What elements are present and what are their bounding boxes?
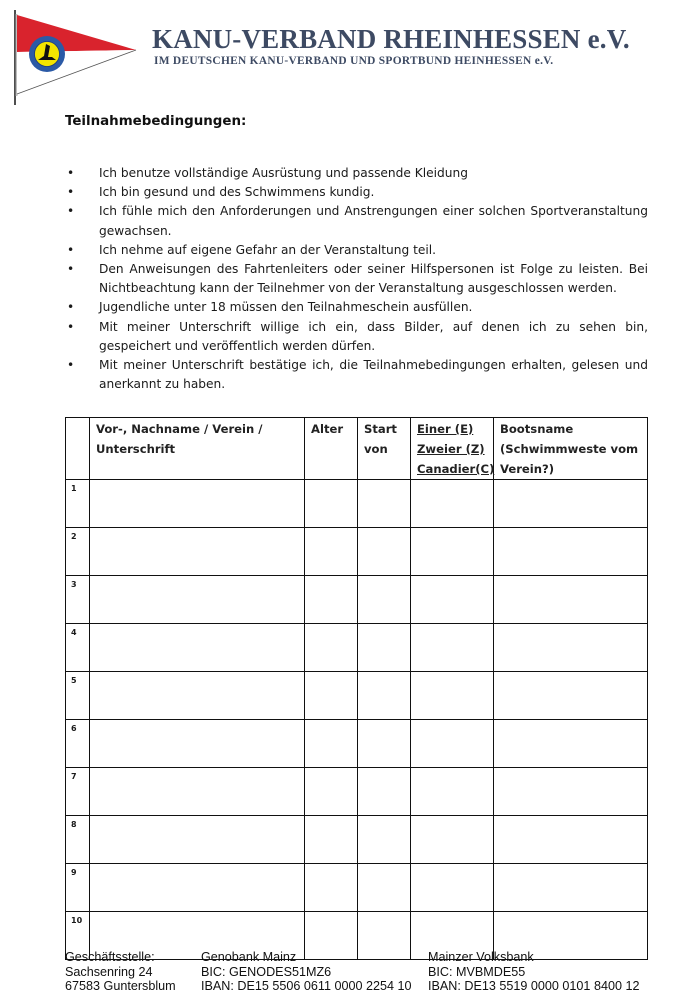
name-cell[interactable] <box>90 528 305 576</box>
condition-text: Ich nehme auf eigene Gefahr an der Veranstaltung teil. <box>99 242 436 257</box>
name-cell[interactable] <box>90 768 305 816</box>
header-age <box>305 418 358 480</box>
row-number: 9 <box>66 864 90 912</box>
name-cell[interactable] <box>90 816 305 864</box>
bank2-iban: IBAN: DE13 5519 0000 0101 8400 12 <box>428 979 640 993</box>
header-start <box>358 418 411 480</box>
footer-bank-1 <box>201 950 412 994</box>
condition-item <box>65 318 648 356</box>
header-boatname-line3: Verein?) <box>500 462 555 476</box>
row-number: 6 <box>66 720 90 768</box>
boat-type-cell[interactable] <box>411 816 494 864</box>
header-number <box>66 418 90 480</box>
condition-item <box>65 356 648 394</box>
header-boat-type-einer: Einer (E) <box>417 422 474 436</box>
table-row <box>66 624 648 672</box>
table-row <box>66 576 648 624</box>
bullet-icon: • <box>67 319 75 334</box>
condition-item <box>65 202 648 240</box>
organization-title: KANU-VERBAND RHEINHESSEN e.V. <box>152 24 630 54</box>
boatname-cell[interactable] <box>494 624 648 672</box>
table-row <box>66 528 648 576</box>
pennant-flag-logo-icon <box>12 10 142 106</box>
table-row <box>66 672 648 720</box>
bullet-icon: • <box>67 300 75 315</box>
header-boat-type-zweier: Zweier (Z) <box>417 442 485 456</box>
condition-text: Ich fühle mich den Anforderungen und Anstrengungen einer solchen Sportveranstaltung gewachsen. <box>99 204 648 238</box>
bank2-bic: BIC: MVBMDE55 <box>428 964 526 979</box>
conditions-list <box>65 164 648 394</box>
name-cell[interactable] <box>90 624 305 672</box>
age-cell[interactable] <box>305 720 358 768</box>
bank1-name: Genobank Mainz <box>201 950 297 964</box>
start-cell[interactable] <box>358 528 411 576</box>
condition-text: Mit meiner Unterschrift willige ich ein, dass Bilder, auf denen ich zu sehen bin, gespeichert und veröffentlich werden dürfen. <box>99 319 648 353</box>
condition-text: Mit meiner Unterschrift bestätige ich, die Teilnahmebedingungen erhalten, gelesen und anerkannt zu haben. <box>99 358 648 392</box>
bank2-name: Mainzer Volksbank <box>428 950 534 964</box>
boatname-cell[interactable] <box>494 672 648 720</box>
boat-type-cell[interactable] <box>411 720 494 768</box>
name-cell[interactable] <box>90 864 305 912</box>
age-cell[interactable] <box>305 528 358 576</box>
start-cell[interactable] <box>358 768 411 816</box>
boatname-cell[interactable] <box>494 864 648 912</box>
bank1-bic: BIC: GENODES51MZ6 <box>201 964 332 979</box>
boat-type-cell[interactable] <box>411 864 494 912</box>
header-age-label: Alter <box>311 422 344 436</box>
boat-type-cell[interactable] <box>411 576 494 624</box>
boat-type-cell[interactable] <box>411 768 494 816</box>
condition-item <box>65 298 648 317</box>
boatname-cell[interactable] <box>494 528 648 576</box>
table-row <box>66 864 648 912</box>
header-boatname-line2: (Schwimmweste vom <box>500 442 639 456</box>
header-boatname <box>494 418 648 480</box>
age-cell[interactable] <box>305 576 358 624</box>
table-row <box>66 480 648 528</box>
row-number: 1 <box>66 480 90 528</box>
boat-type-cell[interactable] <box>411 672 494 720</box>
table-row <box>66 720 648 768</box>
name-cell[interactable] <box>90 672 305 720</box>
office-label: Geschäftsstelle: <box>65 950 155 964</box>
bank1-iban: IBAN: DE15 5506 0611 0000 2254 10 <box>201 979 412 993</box>
age-cell[interactable] <box>305 624 358 672</box>
bullet-icon: • <box>67 358 75 373</box>
condition-text: Ich bin gesund und des Schwimmens kundig. <box>99 185 375 200</box>
bullet-icon: • <box>67 185 75 200</box>
table-row <box>66 768 648 816</box>
header-start-line1: Start <box>364 422 397 436</box>
row-number: 3 <box>66 576 90 624</box>
start-cell[interactable] <box>358 720 411 768</box>
condition-item <box>65 164 648 183</box>
condition-item <box>65 241 648 260</box>
condition-text: Den Anweisungen des Fahrtenleiters oder seiner Hilfspersonen ist Folge zu leisten. Bei Nichtbeachtung kann der Teilnehmer von der Veranstaltung ausgeschlossen werden. <box>99 262 648 296</box>
boatname-cell[interactable] <box>494 816 648 864</box>
condition-text: Ich benutze vollständige Ausrüstung und passende Kleidung <box>99 166 468 180</box>
office-city: 67583 Guntersblum <box>65 979 176 993</box>
footer-office <box>65 950 176 994</box>
boatname-cell[interactable] <box>494 720 648 768</box>
name-cell[interactable] <box>90 576 305 624</box>
start-cell[interactable] <box>358 816 411 864</box>
start-cell[interactable] <box>358 672 411 720</box>
age-cell[interactable] <box>305 480 358 528</box>
name-cell[interactable] <box>90 480 305 528</box>
boat-type-cell[interactable] <box>411 480 494 528</box>
bullet-icon: • <box>67 204 75 219</box>
boat-type-cell[interactable] <box>411 624 494 672</box>
header-name <box>90 418 305 480</box>
row-number: 2 <box>66 528 90 576</box>
boatname-cell[interactable] <box>494 768 648 816</box>
row-number: 8 <box>66 816 90 864</box>
bullet-icon: • <box>67 242 75 257</box>
registration-table <box>65 417 648 960</box>
bullet-icon: • <box>67 262 75 277</box>
condition-item <box>65 260 648 298</box>
row-number: 4 <box>66 624 90 672</box>
office-street: Sachsenring 24 <box>65 964 153 979</box>
boatname-cell[interactable] <box>494 576 648 624</box>
age-cell[interactable] <box>305 768 358 816</box>
header-start-line2: von <box>364 442 388 456</box>
header-boat-type <box>411 418 494 480</box>
condition-text: Jugendliche unter 18 müssen den Teilnahmeschein ausfüllen. <box>99 300 473 315</box>
name-cell[interactable] <box>90 720 305 768</box>
bullet-icon: • <box>67 166 75 180</box>
row-number: 10 <box>66 912 90 960</box>
header-name-line2: Unterschrift <box>96 442 176 456</box>
header-boatname-line1: Bootsname <box>500 422 574 436</box>
conditions-heading: Teilnahmebedingungen: <box>65 114 247 129</box>
row-number: 7 <box>66 768 90 816</box>
start-cell[interactable] <box>358 624 411 672</box>
age-cell[interactable] <box>305 672 358 720</box>
header-boat-type-canadier: Canadier(C) <box>417 462 495 476</box>
start-cell[interactable] <box>358 576 411 624</box>
row-number: 5 <box>66 672 90 720</box>
age-cell[interactable] <box>305 816 358 864</box>
footer-bank-2 <box>428 950 639 994</box>
age-cell[interactable] <box>305 864 358 912</box>
boat-type-cell[interactable] <box>411 528 494 576</box>
boatname-cell[interactable] <box>494 480 648 528</box>
table-row <box>66 816 648 864</box>
condition-item <box>65 183 648 202</box>
start-cell[interactable] <box>358 480 411 528</box>
header-name-line1: Vor-, Nachname / Verein / <box>96 422 263 436</box>
start-cell[interactable] <box>358 864 411 912</box>
table-header-row <box>66 418 648 480</box>
organization-subtitle: IM DEUTSCHEN KANU-VERBAND UND SPORTBUND HEINHESSEN e.V. <box>154 55 554 67</box>
